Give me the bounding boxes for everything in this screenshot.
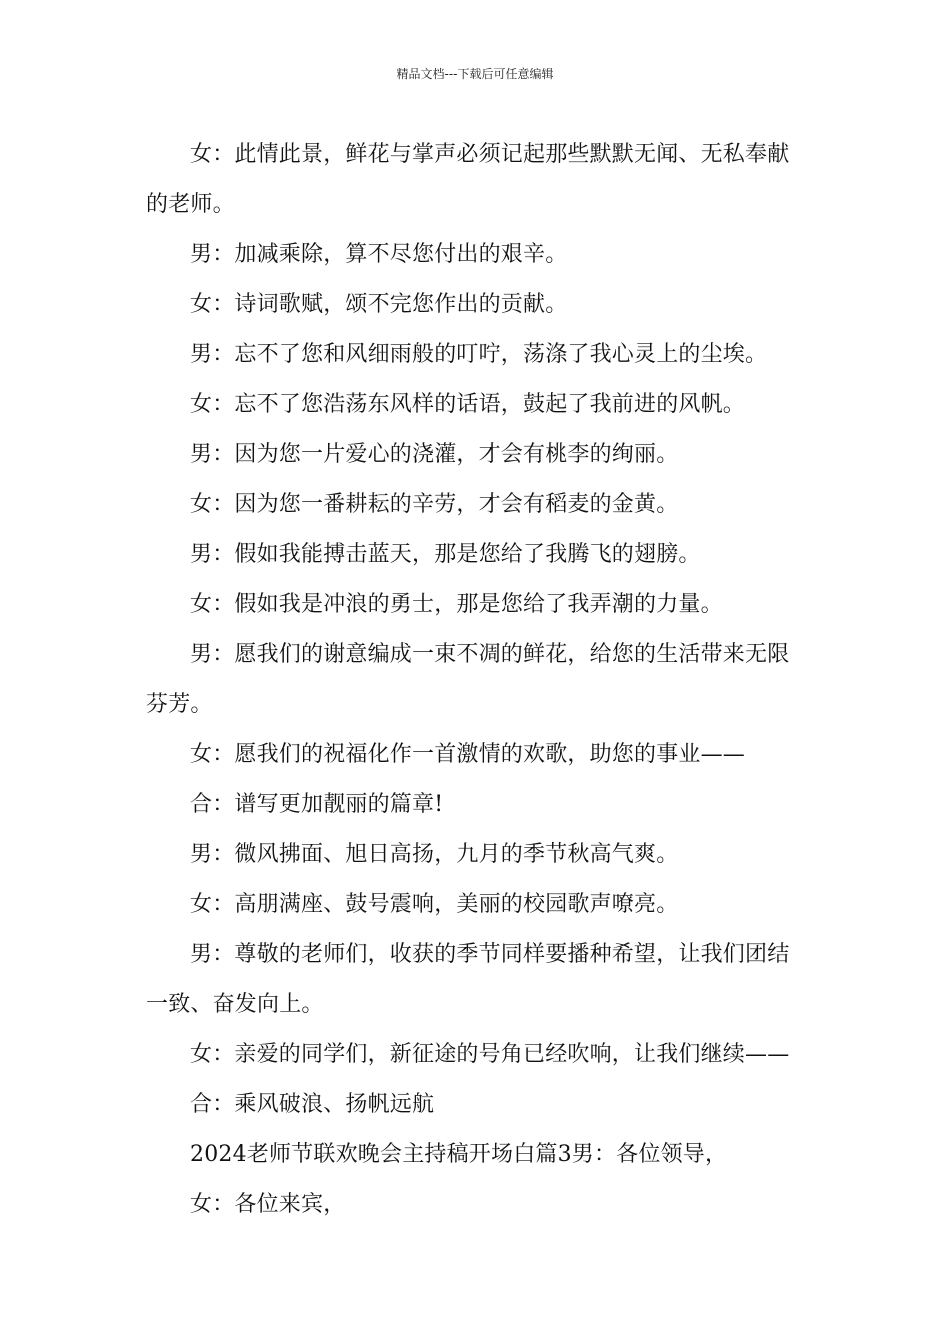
page-header: 精品文档---下载后可任意编辑: [396, 67, 554, 81]
paragraph: 女：因为您一番耕耘的辛劳，才会有稻麦的金黄。: [190, 492, 679, 517]
paragraph: 女：高朋满座、鼓号震响，美丽的校园歌声嘹亮。: [190, 892, 679, 917]
paragraph: 男：忘不了您和风细雨般的叮咛，荡涤了我心灵上的尘埃。: [190, 342, 768, 367]
paragraph: 女：假如我是冲浪的勇士，那是您给了我弄潮的力量。: [190, 592, 723, 617]
paragraph: 女：诗词歌赋，颂不完您作出的贡献。: [190, 292, 568, 317]
paragraph: 女：此情此景，鲜花与掌声必须记起那些默默无闻、无私奉献的老师。: [146, 142, 790, 217]
paragraph: 男：尊敬的老师们，收获的季节同样要播种希望，让我们团结一致、奋发向上。: [146, 942, 790, 1017]
document-body: [146, 130, 808, 1230]
paragraph: 合：谱写更加靓丽的篇章!: [190, 792, 444, 817]
paragraph: 男：微风拂面、旭日高扬，九月的季节秋高气爽。: [190, 842, 679, 867]
paragraph: 2024老师节联欢晚会主持稿开场白篇3男：各位领导，: [190, 1142, 728, 1167]
paragraph: 男：愿我们的谢意编成一束不凋的鲜花，给您的生活带来无限芬芳。: [146, 642, 790, 717]
paragraph: 男：加减乘除，算不尽您付出的艰辛。: [190, 242, 568, 267]
paragraph: 女：愿我们的祝福化作一首激情的欢歌，助您的事业——: [190, 742, 746, 767]
paragraph: 女：各位来宾，: [190, 1192, 346, 1217]
paragraph: 合：乘风破浪、扬帆远航: [190, 1092, 435, 1117]
paragraph: 男：假如我能搏击蓝天，那是您给了我腾飞的翅膀。: [190, 542, 701, 567]
paragraph: 女：亲爱的同学们，新征途的号角已经吹响，让我们继续——: [190, 1042, 790, 1067]
paragraph: 男：因为您一片爱心的浇灌，才会有桃李的绚丽。: [190, 442, 679, 467]
paragraph: 女：忘不了您浩荡东风样的话语，鼓起了我前进的风帆。: [190, 392, 746, 417]
